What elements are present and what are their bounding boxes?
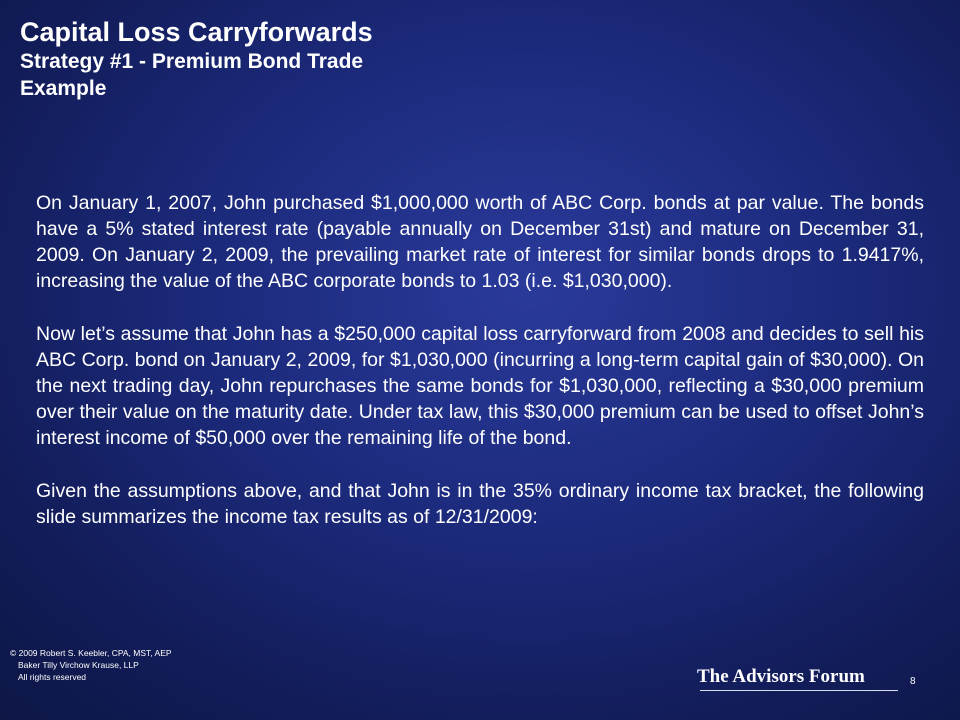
body-paragraph: Given the assumptions above, and that John is in the 35% ordinary income tax bracket, the following slide summarizes the income tax results as of 12/31/2009:: [36, 480, 924, 528]
advisors-forum-logo: The Advisors Forum: [697, 666, 865, 687]
body-paragraph: On January 1, 2007, John purchased $1,000,000 worth of ABC Corp. bonds at par value. The bonds have a 5% stated interest rate (payable annually on December 31st) and mature on December 31, 2009. On January 2, 2009, the prevailing market rate of interest for similar bonds drops to 1.9417%, increasing the value of the ABC corporate bonds to 1.03 (i.e. $1,030,000).: [36, 192, 924, 292]
footer-credits: [10, 647, 172, 683]
slide-body: [36, 190, 924, 557]
slide-number: 8: [910, 676, 916, 687]
slide-title: Capital Loss Carryforwards: [20, 17, 373, 47]
rights-line: All rights reserved: [18, 672, 87, 682]
firm-line: Baker Tilly Virchow Krause, LLP: [18, 660, 139, 670]
title-block: [20, 16, 373, 102]
slide-subtitle-continued: Example: [20, 77, 107, 100]
slide-subtitle: Strategy #1 - Premium Bond Trade: [20, 50, 364, 73]
body-paragraph: Now let’s assume that John has a $250,000 capital loss carryforward from 2008 and decides to sell his ABC Corp. bond on January 2, 2009, for $1,030,000 (incurring a long-term capital gain of $30,000). On the next trading day, John repurchases the same bonds for $1,030,000, reflecting a $30,000 premium over their value on the maturity date. Under tax law, this $30,000 premium can be used to offset John’s interest income of $50,000 over the remaining life of the bond.: [36, 323, 924, 449]
logo-underline: [700, 690, 898, 691]
copyright-line: © 2009 Robert S. Keebler, CPA, MST, AEP: [10, 648, 172, 658]
